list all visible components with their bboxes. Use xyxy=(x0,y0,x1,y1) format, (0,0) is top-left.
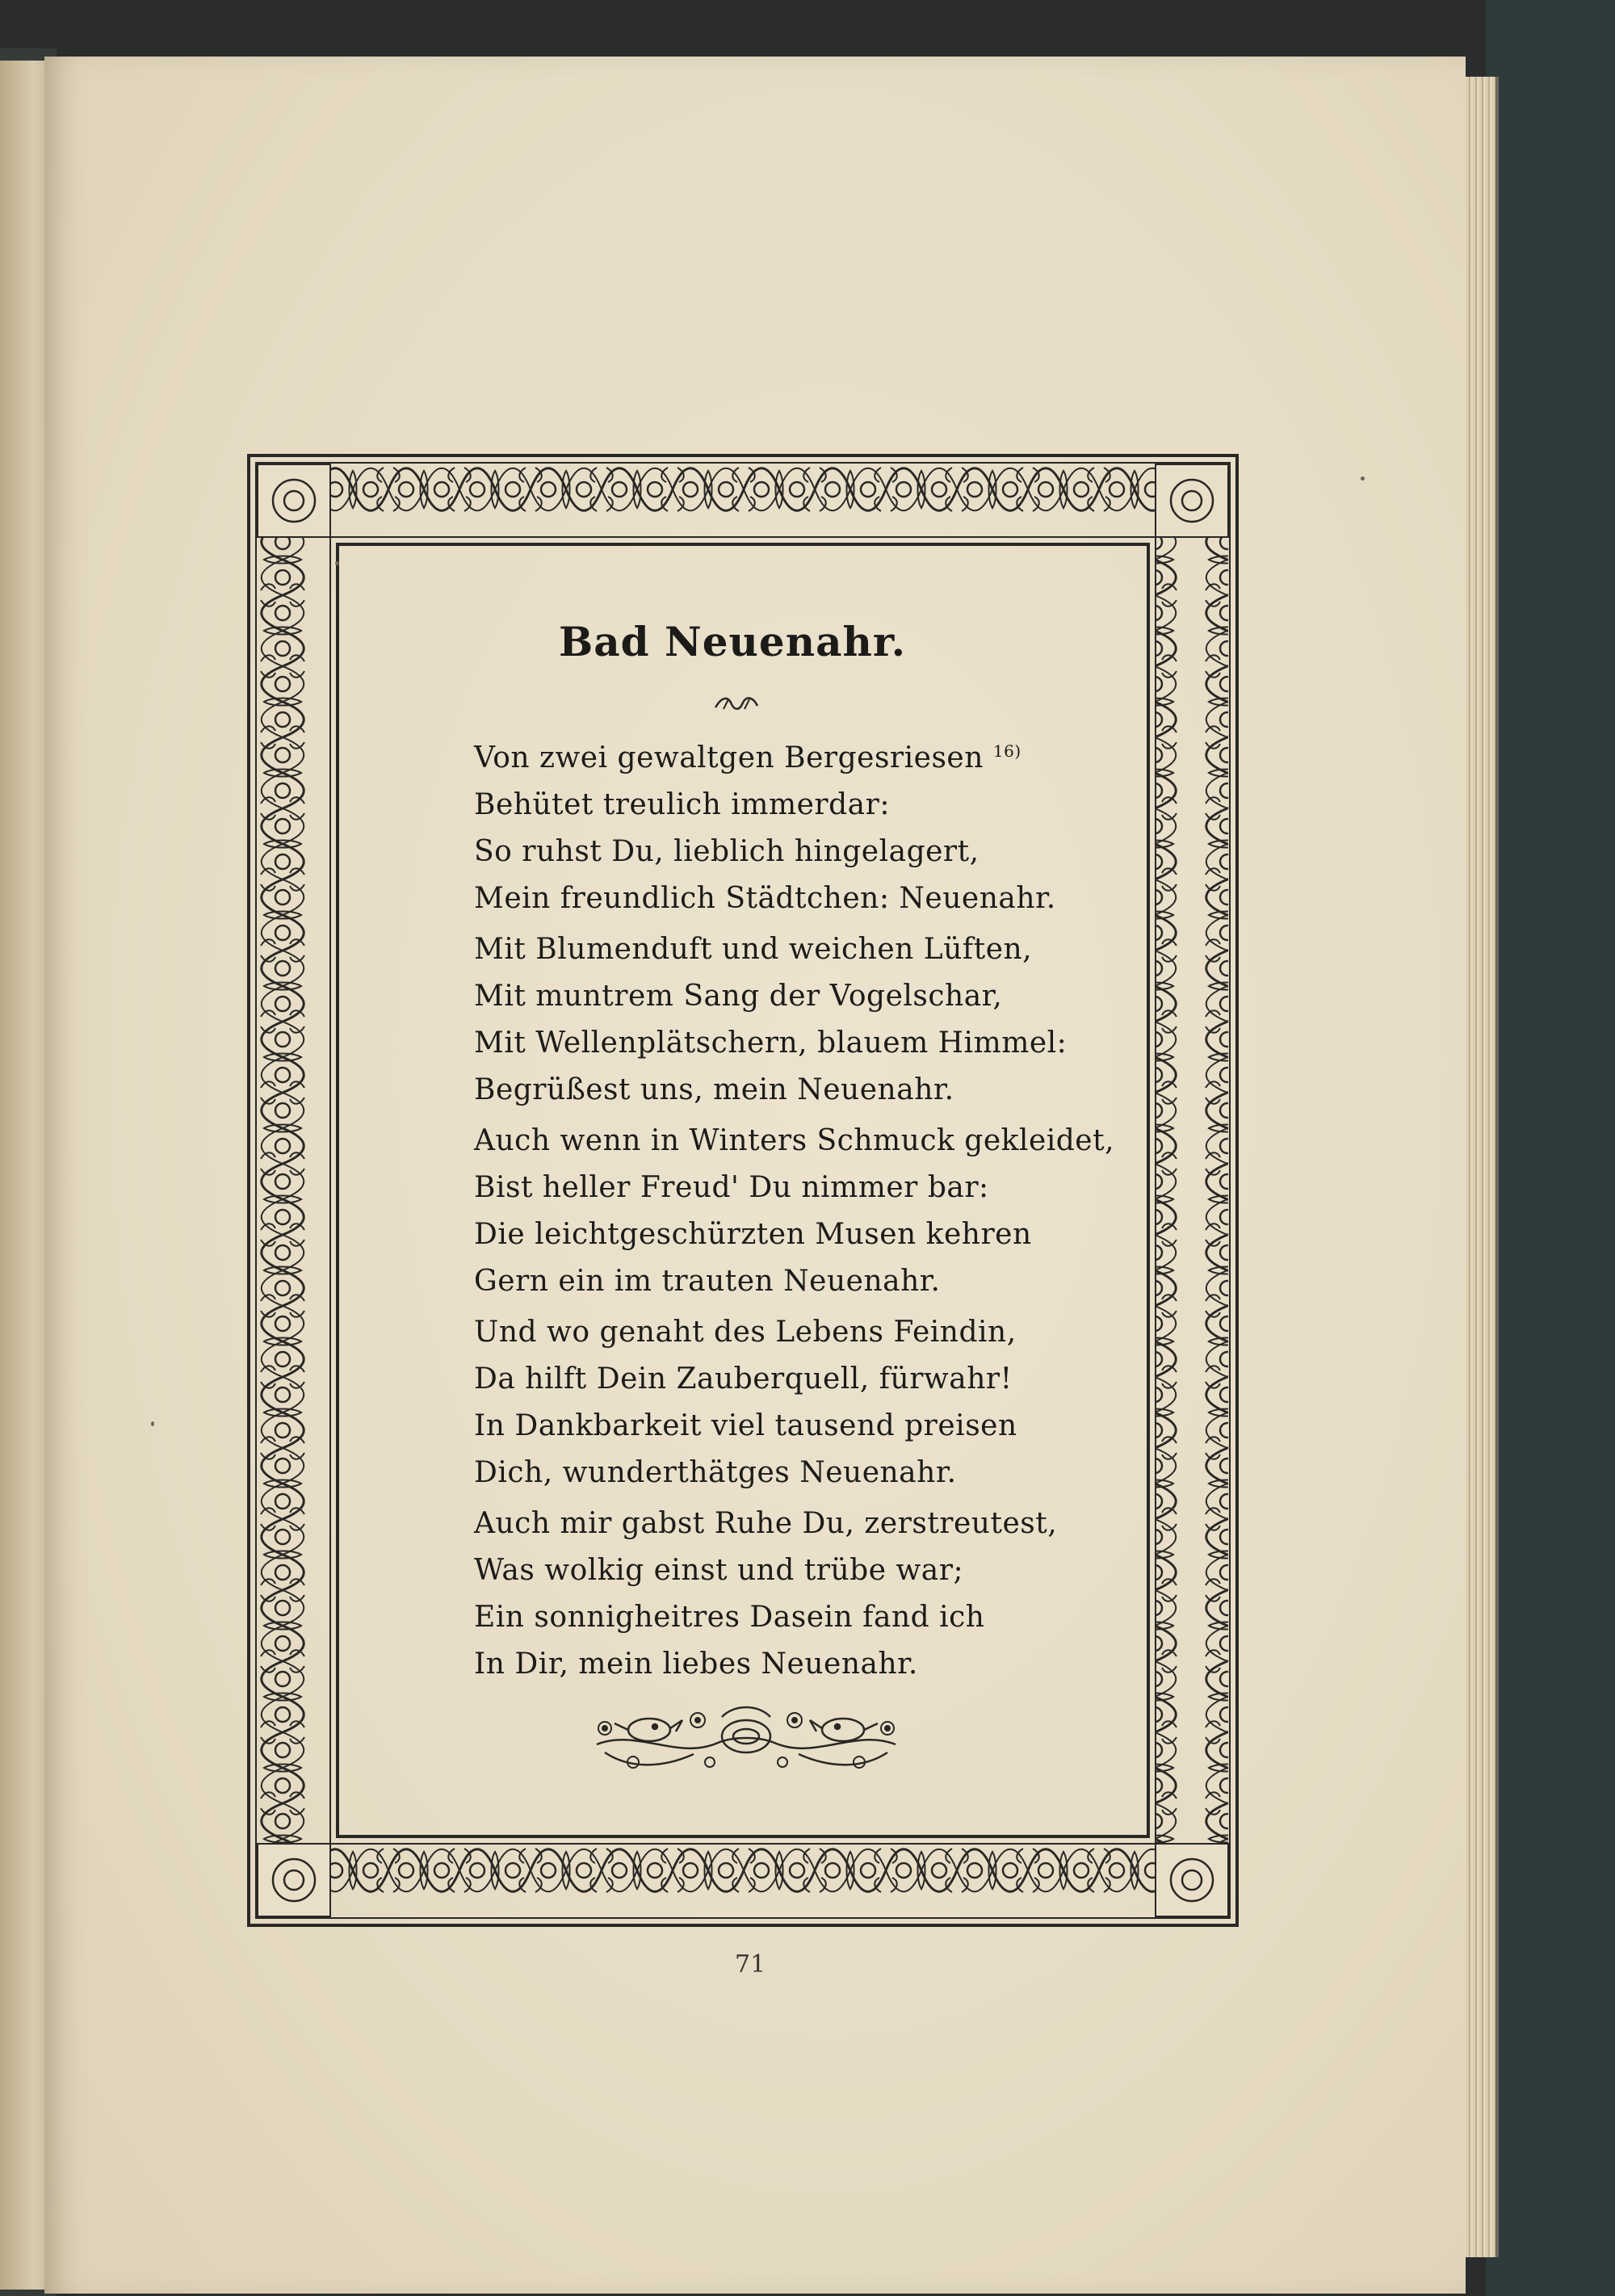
stanza-1 xyxy=(474,735,1136,922)
verse-line: Dich, wunderthätges Neuenahr. xyxy=(474,1456,957,1489)
previous-page-edge xyxy=(0,61,48,2290)
stanza-4 xyxy=(474,1309,1136,1496)
stanza-3 xyxy=(474,1118,1136,1305)
book-cover-right xyxy=(1486,0,1615,2296)
poem-title: Bad Neuenahr. xyxy=(559,618,906,665)
paper-speck xyxy=(1361,476,1365,481)
verse-line: Begrüßest uns, mein Neuenahr. xyxy=(474,1073,954,1106)
verse-line: Von zwei gewaltgen Bergesriesen $^{16)}$ xyxy=(474,741,1021,774)
stanza-2 xyxy=(474,926,1136,1114)
verse-line: Behütet treulich immerdar: xyxy=(474,788,890,821)
paper-speck xyxy=(151,1421,154,1426)
verse-line: Mein freundlich Städtchen: Neuenahr. xyxy=(474,882,1056,915)
verse-line: Was wolkig einst und trübe war; xyxy=(474,1554,964,1587)
verse-line: Auch mir gabst Ruhe Du, zerstreutest, xyxy=(474,1507,1058,1540)
verse-line: Und wo genaht des Lebens Feindin, xyxy=(474,1316,1017,1349)
verse-line: Gern ein im trauten Neuenahr. xyxy=(474,1265,941,1298)
page-number: 71 xyxy=(735,1950,766,1979)
verse-line: Die leichtgeschürzten Musen kehren xyxy=(474,1218,1032,1251)
verse-line: Ein sonnigheitres Dasein fand ich xyxy=(474,1601,985,1634)
verse-line: Mit Wellenplätschern, blauem Himmel: xyxy=(474,1026,1068,1060)
stanza-5 xyxy=(474,1501,1136,1688)
bird-flower-vignette-icon xyxy=(589,1696,904,1777)
verse-line: In Dankbarkeit viel tausend preisen xyxy=(474,1409,1017,1442)
verse-line: Da hilft Dein Zauberquell, fürwahr! xyxy=(474,1362,1013,1396)
verse-line: So ruhst Du, lieblich hingelagert, xyxy=(474,835,979,868)
verse-line: Mit muntrem Sang der Vogelschar, xyxy=(474,980,1003,1013)
verse-line: In Dir, mein liebes Neuenahr. xyxy=(474,1647,918,1681)
verse-line: Bist heller Freud' Du nimmer bar: xyxy=(474,1171,989,1204)
verse-line: Auch wenn in Winters Schmuck gekleidet, xyxy=(474,1124,1115,1157)
paper-speck xyxy=(335,561,339,565)
book-page xyxy=(44,57,1466,2294)
verse-line: Mit Blumenduft und weichen Lüften, xyxy=(474,933,1033,966)
title-flourish-icon xyxy=(712,693,761,712)
footnote-marker: 16) xyxy=(992,741,1021,761)
